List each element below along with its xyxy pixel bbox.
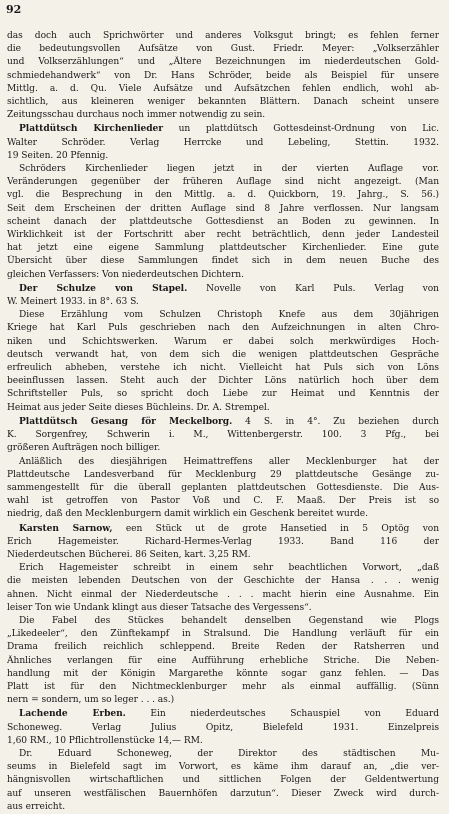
- entry-title: Karsten Sarnow,: [19, 522, 113, 534]
- text-line: beeinflussen lassen. Steht auch der Dichter Löns natürlich hoch über dem: [7, 376, 439, 387]
- text-line: Der Schulze von Stapel. Novelle von Karl Puls. Verlag von: [19, 282, 439, 294]
- text-line: Schriftsteller Puls, so spricht doch Liebe zur Heimat und Kenntnis der: [7, 389, 439, 400]
- text-line: Schröders Kirchenlieder liegen jetzt in der vierten Auflage vor.: [19, 164, 439, 175]
- text-line: K. Sorgenfrey, Schwerin i. M., Wittenbergerstr. 100. 3 Pfg., bei: [7, 430, 439, 441]
- text-line: 1,60 RM., 10 Pflichtrollenstücke 14,— RM.: [7, 735, 203, 746]
- text-line: Schoneweg. Verlag Julius Opitz, Bielefeld 1931. Einzelpreis: [7, 722, 439, 733]
- text-line: W. Meinert 1933. in 8°. 63 S.: [7, 297, 139, 308]
- text-line: Zeitungsschau durchaus noch immer notwendig zu sein.: [7, 110, 266, 121]
- text-line: vgl. die Besprechung in den Mittlg. a. d. Quickborn, 19. Jahrg., S. 56.): [7, 190, 439, 201]
- text-line: die bedeutungsvollen Aufsätze von Gust. Friedr. Meyer: „Volkserzähler: [7, 44, 439, 55]
- text-line: deutsch verwandt hat, von dem sich die wenigen plattdeutschen Gespräche: [7, 349, 439, 360]
- entry-title: Plattdütsch Kirchenlieder: [19, 123, 164, 135]
- text-line: „Likedeeler“, den Zünftekampf in Stralsund. Die Handlung verläuft für ein: [7, 629, 439, 640]
- page-number: 92: [6, 3, 22, 16]
- text-line: Ähnliches verlangen für eine Aufführung erhebliche Striche. Die Neben-: [7, 655, 439, 666]
- text-line: Lachende Erben. Ein niederdeutsches Schauspiel von Eduard: [19, 708, 439, 720]
- text-line: hat jetzt eine eigene Sammlung plattdeutscher Kirchenlieder. Eine gute: [7, 243, 439, 254]
- text-line: Plattdütsch Gesang för Meckelborg. 4 S. in 4°. Zu beziehen durch: [19, 415, 439, 427]
- text-line: die meisten lebenden Deutschen von der Geschichte der Hansa . . . wenig: [7, 576, 439, 587]
- text-line: niken und Schichtswerken. Warum er dabei solch merkwürdiges Hoch-: [7, 336, 439, 347]
- text-line: Erich Hagemeister schreibt in einem sehr beachtlichen Vorwort, „daß: [19, 563, 439, 574]
- text-line: sammengestellt für die überall geplanten plattdeutschen Gottesdienste. Die Aus-: [7, 482, 439, 493]
- text-line: gleichen Verfassers: Von niederdeutschen Dichtern.: [7, 269, 244, 280]
- text-line: Plattdeutsche Landesverband für Mecklenburg 29 plattdeutsche Gesänge zu-: [7, 469, 439, 480]
- text-line: Die Fabel des Stückes behandelt denselben Gegenstand wie Plogs: [19, 615, 439, 626]
- entry-title: Lachende Erben.: [19, 708, 126, 720]
- text-line: Kriege hat Karl Puls geschrieben nach den Aufzeichnungen in alten Chro-: [7, 323, 439, 334]
- text-line: Seit dem Erscheinen der dritten Auflage sind 8 Jahre verflossen. Nur langsam: [7, 203, 439, 214]
- text-line: wahl ist getroffen von Pastor Voß und C. F. Maaß. Der Preis ist so: [7, 496, 439, 507]
- text-line: Anläßlich des diesjährigen Heimattreffens aller Mecklenburger hat der: [19, 456, 439, 467]
- text-line: erfreulich abheben, verstehe ich nicht. Vielleicht hat Puls sich von Löns: [7, 363, 439, 374]
- text-line: Walter Schröder. Verlag Herrcke und Lebeling, Stettin. 1932.: [7, 137, 439, 148]
- text-line: hängnisvollen wirtschaftlichen und sittlichen Folgen der Geldentwertung: [7, 775, 439, 786]
- text-line: scheint danach der plattdeutsche Gottesdienst an Boden zu gewinnen. In: [7, 216, 439, 227]
- text-line: Wirklichkeit ist der Fortschritt aber recht beträchtlich, denn jeder Landesteil: [7, 230, 439, 241]
- text-line: schmiedehandwerk“ von Dr. Hans Schröder, beide als Beispiel für unsere: [7, 70, 439, 81]
- text-line: aus erreicht.: [7, 801, 66, 812]
- text-line: Drama freilich reichlich schleppend. Breite Reden der Ratsherren und: [7, 642, 439, 653]
- text-line: Übersicht über diese Sammlungen findet sich in dem neuen Buche des: [7, 256, 439, 267]
- text-line: auf unseren westfälischen Bauernhöfen darzutun“. Dieser Zweck wird durch-: [7, 788, 439, 799]
- text-line: das doch auch Sprichwörter und anderes Volksgut bringt; es fehlen ferner: [7, 31, 439, 41]
- text-line: niedrig, daß den Mecklenburgern damit wirklich ein Geschenk bereitet wurde.: [7, 509, 368, 520]
- text-line: Diese Erzählung vom Schulzen Christoph Knefe aus dem 30jährigen: [19, 310, 439, 321]
- text-line: ahnen. Nicht einmal der Niederdeutsche . . . macht hierin eine Ausnahme. Ein: [7, 589, 439, 600]
- text-line: handlung mit der Königin Margarethe könnte sogar ganz fehlen. — Das: [7, 668, 439, 679]
- text-line: 19 Seiten. 20 Pfennig.: [7, 150, 109, 161]
- text-line: größeren Aufträgen noch billiger.: [7, 443, 161, 454]
- entry-title: Der Schulze von Stapel.: [19, 282, 188, 294]
- text-line: seums in Bielefeld sagt im Vorwort, es käme ihm darauf an, „die ver-: [7, 762, 439, 773]
- text-line: Heimat aus jeder Seite dieses Büchleins. Dr. A. Strempel.: [7, 402, 270, 413]
- page-body-text: [7, 30, 439, 814]
- text-line: Dr. Eduard Schoneweg, der Direktor des städtischen Mu-: [19, 748, 439, 759]
- entry-title: Plattdütsch Gesang för Meckelborg.: [19, 415, 233, 427]
- text-line: Karsten Sarnow, een Stück ut de grote Hansetied in 5 Optög von: [19, 522, 439, 534]
- text-line: leiser Ton wie Undank klingt aus dieser Tatsache des Vergessens“.: [7, 602, 312, 613]
- text-line: Plattdütsch Kirchenlieder un plattdütsch Gottesdeinst-Ordnung von Lic.: [19, 123, 439, 135]
- text-line: Niederdeutschen Bücherei. 86 Seiten, kart. 3,25 RM.: [7, 549, 251, 560]
- text-line: sichtlich, aus kleineren weniger bekannten Blättern. Danach scheint unsere: [7, 97, 439, 108]
- text-line: nern = sondern, um so leger . . . as.): [7, 695, 175, 706]
- text-line: Mittlg. a. d. Qu. Viele Aufsätze und Aufsätzchen fehlen endlich, wohl ab-: [7, 83, 439, 94]
- text-line: Veränderungen gegenüber der früheren Auflage sind nicht angezeigt. (Man: [7, 177, 439, 188]
- text-line: Erich Hagemeister. Richard-Hermes-Verlag 1933. Band 116 der: [7, 536, 439, 547]
- text-line: Platt ist für den Nichtmecklenburger mehr als einmal auffällig. (Sünn: [7, 681, 439, 692]
- text-line: und Volkserzählungen“ und „Ältere Bezeichnungen im niederdeutschen Gold-: [7, 57, 439, 68]
